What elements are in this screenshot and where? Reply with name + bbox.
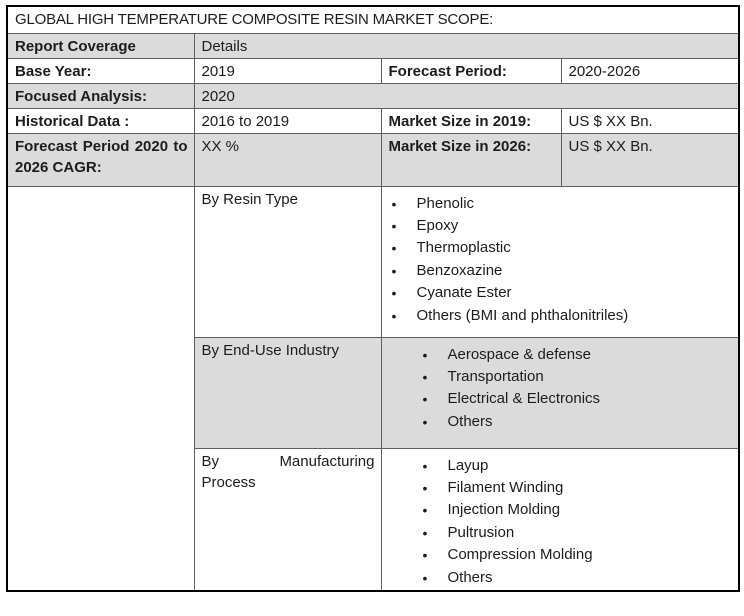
bullet-icon: • [422,457,428,474]
list-item-label: Pultrusion [447,523,515,541]
manufacturing-label: By Manufacturing Process [194,448,381,591]
row-historical-data [7,108,739,133]
list-item [389,282,733,304]
list-item [389,499,733,521]
market-size-2026-label: Market Size in 2026: [381,133,561,186]
bullet-list-manufacturing [389,451,733,589]
list-item [389,305,733,327]
market-size-2026-value: US $ XX Bn. [561,133,739,186]
row-base-year [7,58,739,83]
base-year-value: 2019 [194,58,381,83]
list-item-label: Transportation [447,367,544,385]
list-item [389,366,733,388]
bullet-icon: • [422,368,428,385]
end-use-label: By End-Use Industry [194,337,381,448]
list-item-label: Epoxy [416,216,459,234]
list-item [389,215,733,237]
list-item-label: Electrical & Electronics [447,390,601,408]
segment-spacer-cell [7,186,194,591]
bullet-icon: • [391,240,397,257]
bullet-list-end-use [389,340,733,434]
title-row [7,6,739,33]
market-size-2019-label: Market Size in 2019: [381,108,561,133]
bullet-icon: • [391,307,397,324]
resin-type-label: By Resin Type [194,186,381,337]
list-item-label: Filament Winding [447,478,564,496]
list-item-label: Others [447,568,493,586]
row-forecast-cagr [7,133,739,186]
row-report-coverage [7,33,739,58]
forecast-period-label: Forecast Period: [381,58,561,83]
manufacturing-items-cell [381,448,739,591]
focused-analysis-label: Focused Analysis: [7,83,194,108]
list-item [389,411,733,433]
bullet-icon: • [391,195,397,212]
forecast-cagr-label: Forecast Period 2020 to 2026 CAGR: [7,133,194,186]
list-item-label: Aerospace & defense [447,345,591,363]
list-item-label: Benzoxazine [416,261,503,279]
end-use-items-cell [381,337,739,448]
list-item [389,567,733,589]
list-item [389,344,733,366]
bullet-icon: • [422,346,428,363]
market-size-2019-value: US $ XX Bn. [561,108,739,133]
base-year-label: Base Year: [7,58,194,83]
bullet-icon: • [422,413,428,430]
table-title: GLOBAL HIGH TEMPERATURE COMPOSITE RESIN MARKET SCOPE: [7,6,739,33]
row-segment-resin-type [7,186,739,337]
historical-data-label: Historical Data : [7,108,194,133]
market-scope-table [6,5,740,592]
bullet-list-resin-type [389,189,733,327]
bullet-icon: • [422,524,428,541]
bullet-icon: • [422,502,428,519]
forecast-cagr-value: XX % [194,133,381,186]
list-item [389,477,733,499]
bullet-icon: • [391,217,397,234]
list-item [389,455,733,477]
focused-analysis-value: 2020 [194,83,739,108]
list-item-label: Compression Molding [447,546,593,564]
resin-type-items-cell [381,186,739,337]
list-item-label: Phenolic [416,194,475,212]
list-item [389,544,733,566]
forecast-period-value: 2020-2026 [561,58,739,83]
list-item-label: Injection Molding [447,501,561,519]
historical-data-value: 2016 to 2019 [194,108,381,133]
bullet-icon: • [422,547,428,564]
list-item-label: Thermoplastic [416,239,511,257]
list-item [389,522,733,544]
bullet-icon: • [391,285,397,302]
list-item-label: Cyanate Ester [416,284,512,302]
list-item [389,193,733,215]
bullet-icon: • [391,262,397,279]
list-item [389,260,733,282]
list-item-label: Others [447,412,493,430]
report-coverage-value: Details [194,33,739,58]
row-focused-analysis [7,83,739,108]
list-item-label: Others (BMI and phthalonitriles) [416,306,629,324]
bullet-icon: • [422,391,428,408]
report-coverage-label: Report Coverage [7,33,194,58]
list-item [389,237,733,259]
list-item-label: Layup [447,456,489,474]
list-item [389,388,733,410]
bullet-icon: • [422,479,428,496]
bullet-icon: • [422,569,428,586]
